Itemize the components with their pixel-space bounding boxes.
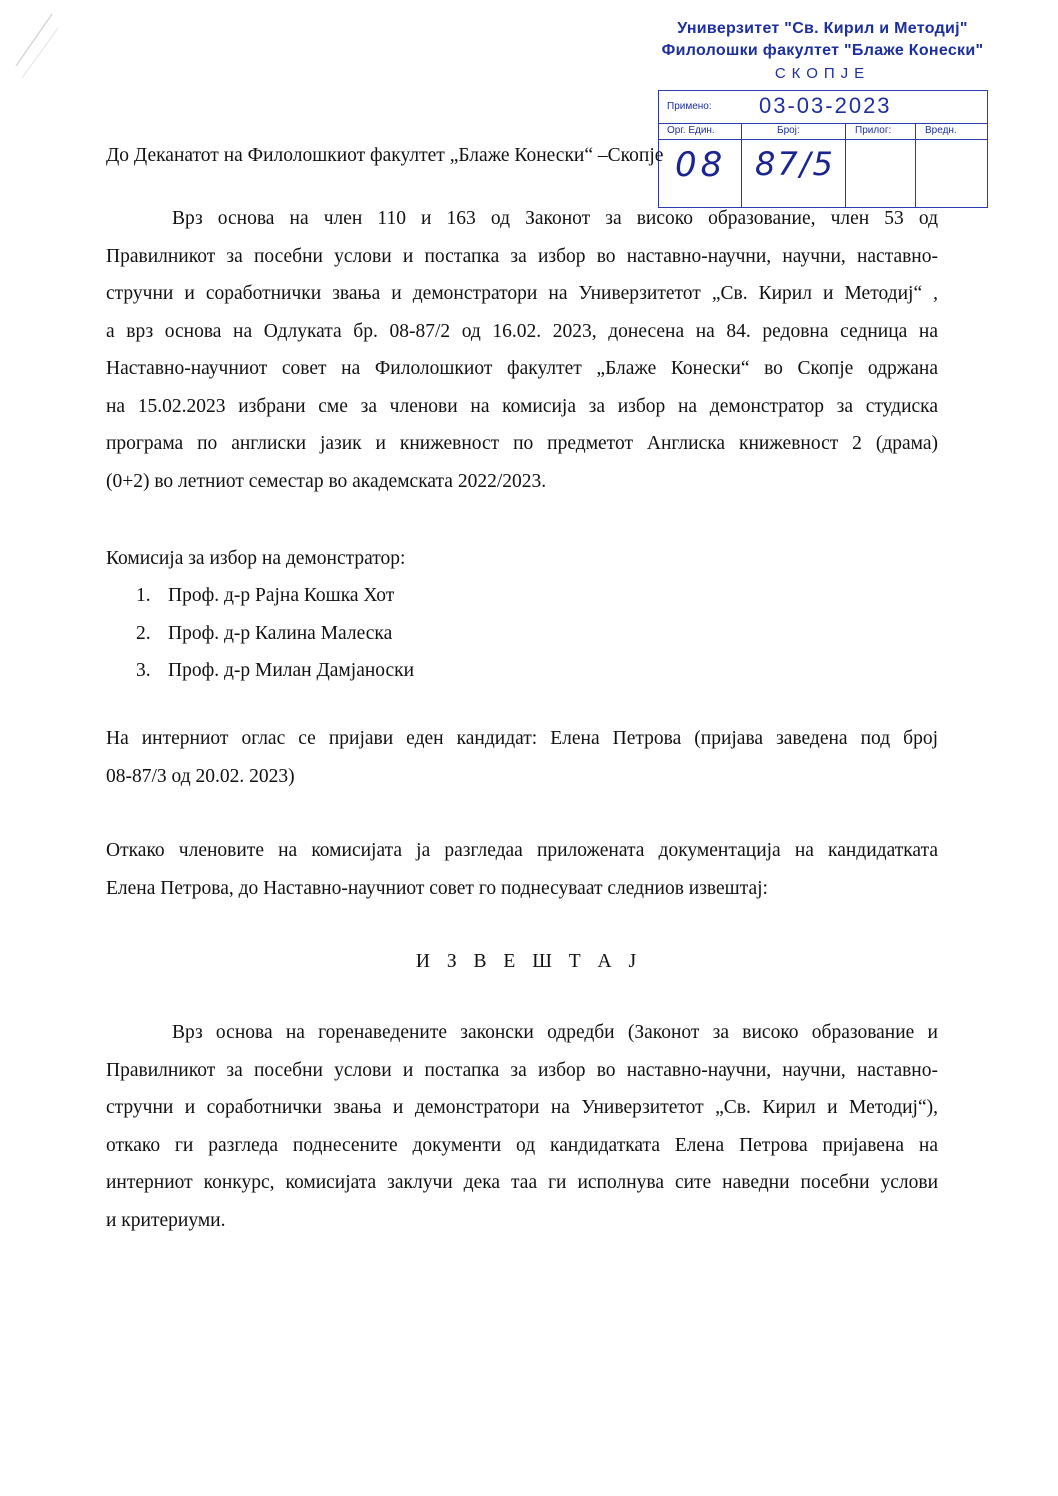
stamp-city: СКОПЈЕ	[774, 65, 871, 82]
paragraph-line: Наставно-научниот совет на Филолошкиот факултет „Блаже Конески“ во Скопје одржана	[106, 358, 938, 379]
paragraph-line: на 15.02.2023 избрани сме за членови на комисија за избор на демонстратор за студиска	[106, 395, 938, 417]
candidate-paragraph	[106, 720, 938, 795]
paragraph-line: На интерниот оглас се пријави еден кандидат: Елена Петрова (пријава заведена под број	[106, 728, 938, 749]
committee-title: Комисија за избор на демонстратор:	[106, 548, 406, 569]
paragraph-line: Врз основа на член 110 и 163 од Законот за високо образование, член 53 од	[172, 208, 938, 229]
paragraph-line: интерниот конкурс, комисијата заклучи дека таа ги исполнува сите наведни посебни услови	[106, 1172, 938, 1193]
stamp-value-label: Вредн.	[925, 125, 957, 136]
stamp-org-handwritten: 08	[675, 145, 727, 185]
registration-stamp	[650, 18, 995, 213]
paragraph-line: а врз основа на Одлуката бр. 08-87/2 од 16.02. 2023, донесена на 84. редовна седница на	[106, 320, 938, 342]
paragraph-line: откако ги разгледа поднесените документи од кандидатката Елена Петрова пријавена на	[106, 1134, 938, 1156]
addressee-line: До Деканатот на Филолошкиот факултет „Блаже Конески“ –Скопје	[106, 145, 664, 166]
paragraph-line: и критериуми.	[106, 1209, 226, 1231]
stamp-attachment-label: Прилог:	[855, 125, 892, 136]
report-heading: И З В Е Ш Т А Ј	[415, 951, 643, 972]
paragraph-line: Правилникот за посебни услови и постапка за избор во наставно-научни, научни, наставно-	[106, 245, 938, 267]
list-item	[136, 615, 414, 653]
stamp-university: Универзитет "Св. Кирил и Методиј"	[677, 20, 968, 37]
stamp-number-handwritten: 87/5	[755, 145, 835, 183]
paragraph-line: (0+2) во летниот семестар во академската 2022/2023.	[106, 470, 547, 492]
paragraph-line: Откако членовите на комисијата ја разгледаа приложената документација на кандидатката	[106, 840, 938, 861]
paragraph-line: Правилникот за посебни услови и постапка за избор во наставно-научни, научни, наставно-	[106, 1059, 938, 1081]
report-paragraph	[106, 1014, 938, 1239]
paragraph-line: стручни и соработнички звања и демонстратори на Универзитетот „Св. Кирил и Методиј“ ,	[106, 283, 938, 304]
list-number: 1.	[136, 585, 151, 606]
paragraph-line: 08-87/3 од 20.02. 2023)	[106, 765, 295, 787]
stamp-table	[658, 90, 988, 208]
paragraph-line: Врз основа на горенаведените законски одредби (Законот за високо образование и	[172, 1022, 938, 1043]
committee-member: Проф. д-р Рајна Кошка Хот	[168, 585, 395, 606]
scan-artifact	[12, 8, 72, 108]
stamp-received-label: Примено:	[667, 101, 712, 112]
list-item	[136, 577, 414, 615]
stamp-org-label: Орг. Един.	[667, 125, 715, 136]
list-number: 3.	[136, 660, 151, 681]
stamp-faculty: Филолошки факултет "Блаже Конески"	[661, 42, 984, 59]
committee-member: Проф. д-р Калина Малеска	[168, 622, 393, 644]
stamp-received-date: 03-03-2023	[759, 93, 892, 118]
committee-list	[136, 577, 414, 690]
list-number: 2.	[136, 622, 151, 644]
review-paragraph	[106, 832, 938, 907]
paragraph-line: стручни и соработнички звања и демонстратори на Универзитетот „Св. Кирил и Методиј“),	[106, 1097, 938, 1118]
list-item	[136, 652, 414, 690]
paragraph-line: Елена Петрова, до Наставно-научниот совет го поднесуваат следниов извештај:	[106, 877, 768, 899]
committee-member: Проф. д-р Милан Дамјаноски	[168, 660, 415, 681]
stamp-number-label: Број:	[777, 125, 800, 136]
intro-paragraph	[106, 200, 938, 500]
paragraph-line: програма по англиски јазик и книжевност по предметот Англиска книжевност 2 (драма)	[106, 433, 938, 454]
